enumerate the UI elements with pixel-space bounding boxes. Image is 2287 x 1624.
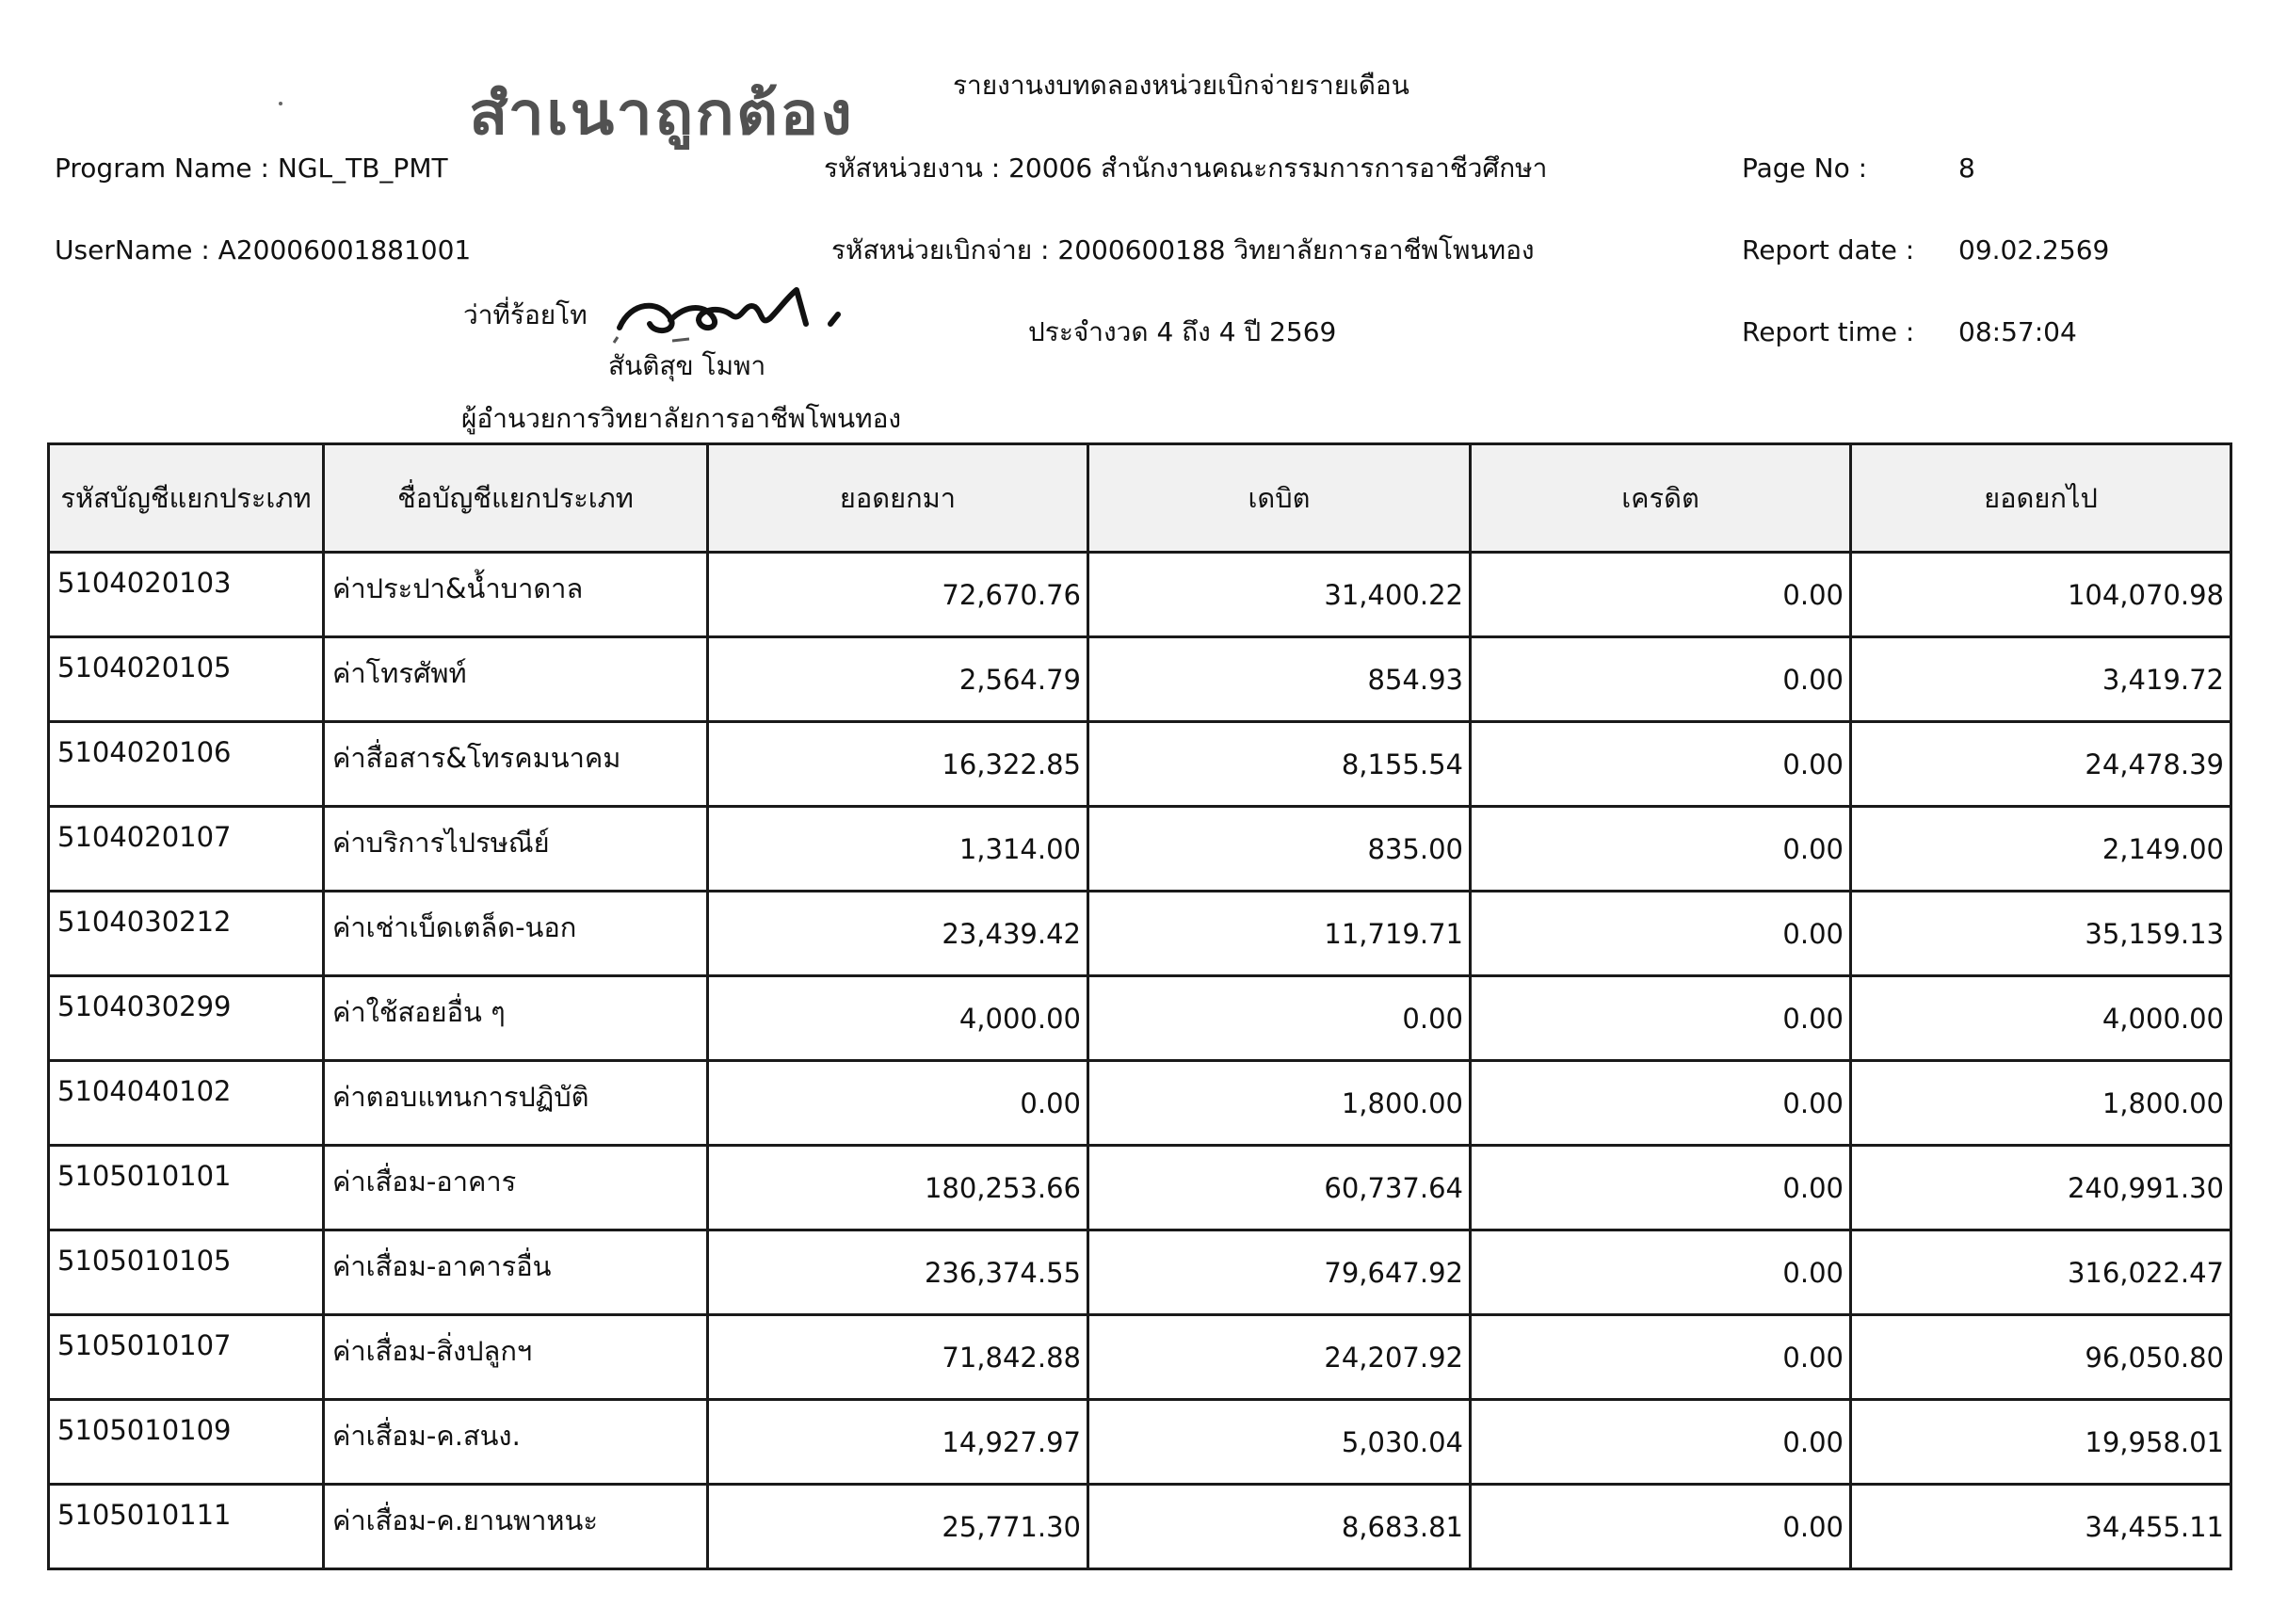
account-name-cell: ค่าเสื่อม-อาคารอื่น <box>324 1230 708 1315</box>
credit-cell: 0.00 <box>1471 722 1851 807</box>
brought-forward-cell: 0.00 <box>708 1061 1088 1146</box>
report-time-label: Report time : <box>1742 316 1915 347</box>
account-code-cell: 5105010107 <box>49 1315 324 1400</box>
certifier-rank: ว่าที่ร้อยโท <box>463 299 588 330</box>
account-code-cell: 5104020106 <box>49 722 324 807</box>
carried-forward-cell: 104,070.98 <box>1851 553 2231 637</box>
table-row <box>49 1061 2231 1146</box>
handwritten-signature <box>612 282 913 348</box>
carried-forward-cell: 96,050.80 <box>1851 1315 2231 1400</box>
table-body <box>49 553 2231 1569</box>
carried-forward-cell: 3,419.72 <box>1851 637 2231 722</box>
brought-forward-cell: 4,000.00 <box>708 976 1088 1061</box>
carried-forward-cell: 35,159.13 <box>1851 892 2231 976</box>
report-period: ประจำงวด 4 ถึง 4 ปี 2569 <box>1028 316 1337 347</box>
table-row <box>49 807 2231 892</box>
column-header: รหัสบัญชีแยกประเภท <box>49 444 324 553</box>
brought-forward-cell: 71,842.88 <box>708 1315 1088 1400</box>
carried-forward-cell: 316,022.47 <box>1851 1230 2231 1315</box>
debit-cell: 60,737.64 <box>1088 1146 1471 1230</box>
carried-forward-cell: 19,958.01 <box>1851 1400 2231 1485</box>
credit-cell: 0.00 <box>1471 1315 1851 1400</box>
account-name-cell: ค่าเสื่อม-อาคาร <box>324 1146 708 1230</box>
debit-cell: 79,647.92 <box>1088 1230 1471 1315</box>
debit-cell: 11,719.71 <box>1088 892 1471 976</box>
carried-forward-cell: 34,455.11 <box>1851 1485 2231 1569</box>
account-name-cell: ค่าประปา&น้ำบาดาล <box>324 553 708 637</box>
brought-forward-cell: 72,670.76 <box>708 553 1088 637</box>
brought-forward-cell: 16,322.85 <box>708 722 1088 807</box>
credit-cell: 0.00 <box>1471 1146 1851 1230</box>
certified-copy-stamp: สำเนาถูกต้อง <box>469 79 855 148</box>
table-row <box>49 1400 2231 1485</box>
account-name-cell: ค่าใช้สอยอื่น ๆ <box>324 976 708 1061</box>
debit-cell: 5,030.04 <box>1088 1400 1471 1485</box>
table-row <box>49 976 2231 1061</box>
credit-cell: 0.00 <box>1471 553 1851 637</box>
account-code-cell: 5105010109 <box>49 1400 324 1485</box>
credit-cell: 0.00 <box>1471 976 1851 1061</box>
report-time-value: 08:57:04 <box>1958 316 2077 347</box>
brought-forward-cell: 1,314.00 <box>708 807 1088 892</box>
credit-cell: 0.00 <box>1471 1061 1851 1146</box>
account-name-cell: ค่าเสื่อม-ค.ยานพาหนะ <box>324 1485 708 1569</box>
table-row <box>49 722 2231 807</box>
account-code-cell: 5105010105 <box>49 1230 324 1315</box>
credit-cell: 0.00 <box>1471 1485 1851 1569</box>
column-header: ยอดยกมา <box>708 444 1088 553</box>
credit-cell: 0.00 <box>1471 807 1851 892</box>
trial-balance-table-wrap <box>47 442 2230 1570</box>
account-name-cell: ค่าเสื่อม-ค.สนง. <box>324 1400 708 1485</box>
column-header: ชื่อบัญชีแยกประเภท <box>324 444 708 553</box>
table-header-row <box>49 444 2231 553</box>
carried-forward-cell: 240,991.30 <box>1851 1146 2231 1230</box>
account-name-cell: ค่าตอบแทนการปฏิบัติ <box>324 1061 708 1146</box>
table-row <box>49 1315 2231 1400</box>
debit-cell: 8,683.81 <box>1088 1485 1471 1569</box>
account-code-cell: 5105010101 <box>49 1146 324 1230</box>
credit-cell: 0.00 <box>1471 892 1851 976</box>
user-name: UserName : A20006001881001 <box>55 234 472 265</box>
brought-forward-cell: 14,927.97 <box>708 1400 1088 1485</box>
debit-cell: 0.00 <box>1088 976 1471 1061</box>
debit-cell: 854.93 <box>1088 637 1471 722</box>
brought-forward-cell: 180,253.66 <box>708 1146 1088 1230</box>
credit-cell: 0.00 <box>1471 1230 1851 1315</box>
trial-balance-table <box>47 442 2232 1570</box>
account-name-cell: ค่าสื่อสาร&โทรคมนาคม <box>324 722 708 807</box>
account-name-cell: ค่าโทรศัพท์ <box>324 637 708 722</box>
debit-cell: 8,155.54 <box>1088 722 1471 807</box>
debit-cell: 31,400.22 <box>1088 553 1471 637</box>
brought-forward-cell: 25,771.30 <box>708 1485 1088 1569</box>
column-header: เครดิต <box>1471 444 1851 553</box>
brought-forward-cell: 23,439.42 <box>708 892 1088 976</box>
column-header: ยอดยกไป <box>1851 444 2231 553</box>
page-no-label: Page No : <box>1742 153 1868 184</box>
debit-cell: 1,800.00 <box>1088 1061 1471 1146</box>
account-name-cell: ค่าเสื่อม-สิ่งปลูกฯ <box>324 1315 708 1400</box>
disbursing-unit: รหัสหน่วยเบิกจ่าย : 2000600188 วิทยาลัยการอาชีพโพนทอง <box>831 234 1535 265</box>
carried-forward-cell: 4,000.00 <box>1851 976 2231 1061</box>
account-name-cell: ค่าเช่าเบ็ดเตล็ด-นอก <box>324 892 708 976</box>
account-code-cell: 5104030212 <box>49 892 324 976</box>
account-code-cell: 5104020105 <box>49 637 324 722</box>
debit-cell: 24,207.92 <box>1088 1315 1471 1400</box>
table-row <box>49 1146 2231 1230</box>
report-date-value: 09.02.2569 <box>1958 234 2110 265</box>
certifier-position: ผู้อำนวยการวิทยาลัยการอาชีพโพนทอง <box>461 403 902 434</box>
account-code-cell: 5104020107 <box>49 807 324 892</box>
carried-forward-cell: 2,149.00 <box>1851 807 2231 892</box>
debit-cell: 835.00 <box>1088 807 1471 892</box>
account-code-cell: 5104040102 <box>49 1061 324 1146</box>
account-code-cell: 5105010111 <box>49 1485 324 1569</box>
carried-forward-cell: 1,800.00 <box>1851 1061 2231 1146</box>
table-row <box>49 553 2231 637</box>
table-row <box>49 1230 2231 1315</box>
account-name-cell: ค่าบริการไปรษณีย์ <box>324 807 708 892</box>
brought-forward-cell: 2,564.79 <box>708 637 1088 722</box>
table-row <box>49 892 2231 976</box>
report-date-label: Report date : <box>1742 234 1915 265</box>
page-no-value: 8 <box>1958 153 1975 184</box>
credit-cell: 0.00 <box>1471 1400 1851 1485</box>
carried-forward-cell: 24,478.39 <box>1851 722 2231 807</box>
report-title: รายงานงบทดลองหน่วยเบิกจ่ายรายเดือน <box>953 70 1409 101</box>
account-code-cell: 5104020103 <box>49 553 324 637</box>
account-code-cell: 5104030299 <box>49 976 324 1061</box>
brought-forward-cell: 236,374.55 <box>708 1230 1088 1315</box>
certifier-name: สันติสุข โมพา <box>608 350 766 381</box>
agency-code: รหัสหน่วยงาน : 20006 สำนักงานคณะกรรมการการอาชีวศึกษา <box>824 153 1548 184</box>
program-name: Program Name : NGL_TB_PMT <box>55 153 448 184</box>
table-row <box>49 1485 2231 1569</box>
column-header: เดบิต <box>1088 444 1471 553</box>
table-row <box>49 637 2231 722</box>
credit-cell: 0.00 <box>1471 637 1851 722</box>
scan-speck <box>279 102 282 105</box>
